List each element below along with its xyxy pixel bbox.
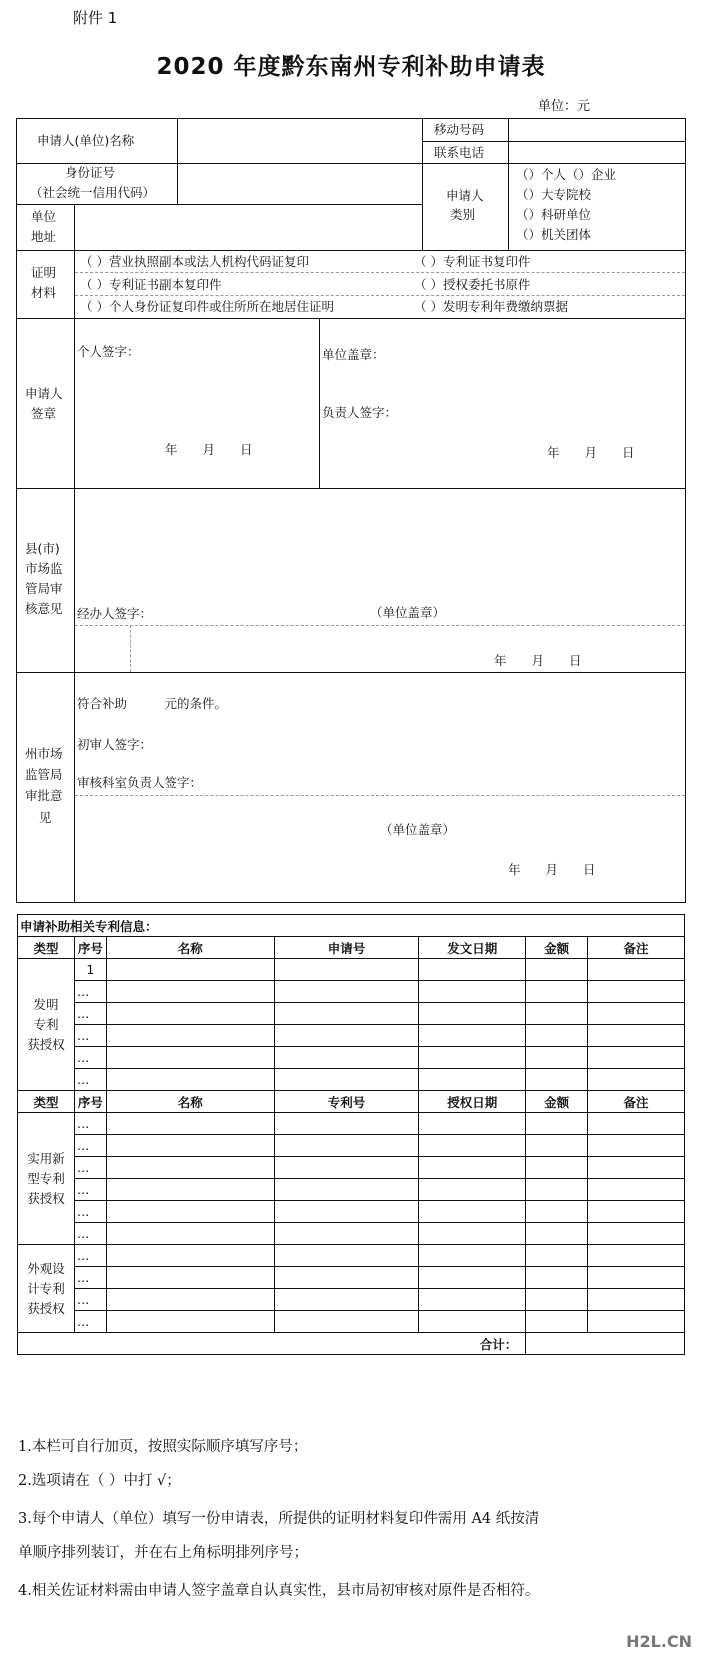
mobile-label: 移动号码 [434,122,485,137]
seq-cell: … [74,1267,106,1289]
utility-label-line: 实用新 [27,1150,65,1166]
date-cell[interactable] [419,1223,526,1245]
remark-cell[interactable] [588,1223,685,1245]
date-cell[interactable] [419,1047,526,1069]
applicant-type-label-2: 类别 [450,207,476,222]
table-row [18,1311,685,1333]
type-option-research[interactable]: （）科研单位 [516,207,592,222]
amount-cell[interactable] [526,1003,588,1025]
name-cell[interactable] [106,1179,274,1201]
table-row [18,1267,685,1289]
date-cell[interactable] [419,1069,526,1091]
name-cell[interactable] [106,981,274,1003]
number-cell[interactable] [274,1311,419,1333]
number-cell[interactable] [274,1267,419,1289]
col-amount: 金额 [526,937,588,959]
table-row [18,1223,685,1245]
prefecture-date: 年 月 日 [508,862,596,877]
col-grant-date: 授权日期 [419,1091,526,1113]
county-label-3: 管局审 [25,581,63,596]
seq-cell: … [74,1135,106,1157]
utility-label-line: 型专利 [27,1170,65,1186]
seq-cell: 1 [74,959,106,981]
remark-cell[interactable] [588,1135,685,1157]
remark-cell[interactable] [588,1069,685,1091]
note-3: 3.每个申请人（单位）填写一份申请表，所提供的证明材料复印件需用 A4 纸按清 [18,1511,540,1527]
note-2: 2.选项请在（ ）中打 √； [18,1473,181,1489]
number-cell[interactable] [274,1289,419,1311]
material-patent-cert[interactable]: （ ）专利证书复印件 [414,254,531,269]
amount-cell[interactable] [526,959,588,981]
number-cell[interactable] [274,1135,419,1157]
personal-signature[interactable]: 个人签字： [77,344,140,359]
number-cell[interactable] [274,1157,419,1179]
granted-header-row [18,1091,685,1113]
county-label-4: 核意见 [25,601,63,616]
seq-cell: … [74,1157,106,1179]
seq-cell: … [74,1201,106,1223]
number-cell[interactable] [274,1025,419,1047]
prefecture-label-4: 见 [39,810,52,825]
date-cell[interactable] [419,1003,526,1025]
name-cell[interactable] [106,1157,274,1179]
name-cell[interactable] [106,1223,274,1245]
number-cell[interactable] [274,959,419,981]
unit-sign-date: 年 月 日 [547,445,635,460]
name-cell[interactable] [106,1245,274,1267]
col-type: 类型 [18,1091,75,1113]
invention-header-row [18,937,685,959]
phone-label: 联系电话 [434,145,485,160]
attachment-label: 附件 1 [73,9,118,27]
name-cell[interactable] [106,1025,274,1047]
date-cell[interactable] [419,1245,526,1267]
unit-seal[interactable]: 单位盖章： [322,347,385,362]
signature-label-2: 签章 [31,406,57,421]
table-row [18,1289,685,1311]
dept-head-signature[interactable]: 审核科室负责人签字： [77,775,203,790]
patent-info-header: 申请补助相关专利信息： [18,915,685,937]
date-cell[interactable] [419,1267,526,1289]
date-cell[interactable] [419,981,526,1003]
name-cell[interactable] [106,1201,274,1223]
number-cell[interactable] [274,1223,419,1245]
applicant-name-field[interactable] [178,119,421,163]
amount-cell[interactable] [526,1311,588,1333]
name-cell[interactable] [106,1069,274,1091]
col-type: 类型 [18,937,75,959]
first-review-signature[interactable]: 初审人签字： [77,737,153,752]
design-label-line: 获授权 [27,1300,65,1316]
amount-cell[interactable] [526,1201,588,1223]
prefecture-label-3: 审批意 [25,788,63,803]
col-seq: 序号 [74,1091,106,1113]
remark-cell[interactable] [588,1003,685,1025]
invention-label-line: 专利 [33,1016,59,1032]
col-name: 名称 [106,1091,274,1113]
col-remark: 备注 [588,937,685,959]
total-row [18,1333,685,1355]
leader-signature[interactable]: 负责人签字： [322,405,398,420]
table-row [18,1135,685,1157]
col-name: 名称 [106,937,274,959]
material-authorization[interactable]: （ ）授权委托书原件 [414,277,531,292]
name-cell[interactable] [106,1047,274,1069]
note-1: 1.本栏可自行加页，按照实际顺序填写序号； [18,1439,308,1455]
prefecture-label-2: 监管局 [25,767,63,782]
table-row [18,1201,685,1223]
number-cell[interactable] [274,1245,419,1267]
table-row [18,1003,685,1025]
note-3-cont: 单顺序排列装订，并在右上角标明排列序号； [18,1545,308,1561]
invention-type-label [18,959,75,1091]
amount-cell[interactable] [526,1047,588,1069]
id-label-sub: （社会统一信用代码） [30,185,156,200]
table-row [18,1245,685,1267]
mobile-field[interactable] [509,119,685,141]
col-issue-date: 发文日期 [419,937,526,959]
seq-cell: … [74,1047,106,1069]
remark-cell[interactable] [588,1047,685,1069]
unit-label: 单位：元 [538,99,591,114]
table-row [18,959,685,981]
applicant-name-label: 申请人(单位)名称 [37,133,135,148]
name-cell[interactable] [106,1267,274,1289]
design-label-line: 计专利 [27,1280,65,1296]
remark-cell[interactable] [588,1025,685,1047]
remark-cell[interactable] [588,1201,685,1223]
seq-cell: … [74,1113,106,1135]
address-label: 单位 [31,209,57,224]
type-option-individual-enterprise[interactable]: （）个人（）企业 [516,167,617,182]
name-cell[interactable] [106,1135,274,1157]
page-title: 2020 年度黔东南州专利补助申请表 [156,54,546,80]
subsidy-condition[interactable]: 符合补助 元的条件。 [77,696,228,711]
amount-cell[interactable] [526,1135,588,1157]
name-cell[interactable] [106,1003,274,1025]
date-cell[interactable] [419,1157,526,1179]
invention-label-line: 发明 [33,996,59,1012]
table-row [18,1025,685,1047]
seq-cell: … [74,1311,106,1333]
total-label: 合计： [18,1333,526,1355]
col-application-no: 申请号 [274,937,419,959]
number-cell[interactable] [274,981,419,1003]
date-cell[interactable] [419,1201,526,1223]
material-patent-copy[interactable]: （ ）专利证书副本复印件 [80,277,222,292]
amount-cell[interactable] [526,981,588,1003]
patent-info-table [17,914,685,1355]
amount-cell[interactable] [526,1025,588,1047]
remark-cell[interactable] [588,1267,685,1289]
remark-cell[interactable] [588,1311,685,1333]
utility-type-label [18,1113,75,1245]
remark-cell[interactable] [588,1245,685,1267]
type-option-college[interactable]: （）大专院校 [516,187,592,202]
table-row [18,1069,685,1091]
name-cell[interactable] [106,1113,274,1135]
amount-cell[interactable] [526,1267,588,1289]
seq-cell: … [74,1223,106,1245]
phone-field[interactable] [509,142,685,163]
seq-cell: … [74,1245,106,1267]
material-id-copy[interactable]: （ ）个人身份证复印件或住所所在地居住证明 [80,299,334,314]
seq-cell: … [74,1025,106,1047]
date-cell[interactable] [419,1025,526,1047]
invention-label-line: 获授权 [27,1036,65,1052]
amount-cell[interactable] [526,1179,588,1201]
design-label-line: 外观设 [27,1260,65,1276]
col-seq: 序号 [74,937,106,959]
seq-cell: … [74,1069,106,1091]
utility-label-line: 获授权 [27,1190,65,1206]
col-patent-no: 专利号 [274,1091,419,1113]
remark-cell[interactable] [588,959,685,981]
note-4: 4.相关佐证材料需由申请人签字盖章自认真实性，县市局初审核对原件是否相符。 [18,1583,540,1599]
county-date: 年 月 日 [494,653,582,668]
date-cell[interactable] [419,1289,526,1311]
seq-cell: … [74,981,106,1003]
address-field[interactable] [75,205,421,250]
remark-cell[interactable] [588,1179,685,1201]
id-label: 身份证号 [65,165,116,180]
address-label-2: 地址 [31,229,57,244]
remark-cell[interactable] [588,1113,685,1135]
amount-cell[interactable] [526,1289,588,1311]
personal-sign-date: 年 月 日 [165,442,253,457]
number-cell[interactable] [274,1179,419,1201]
number-cell[interactable] [274,1069,419,1091]
applicant-type-label: 申请人 [446,188,484,203]
amount-cell[interactable] [526,1245,588,1267]
date-cell[interactable] [419,1179,526,1201]
table-row [18,1047,685,1069]
watermark-logo: H2L.CN [626,1632,692,1651]
table-row [18,1179,685,1201]
remark-cell[interactable] [588,1289,685,1311]
materials-label-2: 材料 [31,285,57,300]
name-cell[interactable] [106,959,274,981]
col-amount: 金额 [526,1091,588,1113]
table-row [18,981,685,1003]
seq-cell: … [74,1003,106,1025]
total-amount-cell[interactable] [526,1333,685,1355]
prefecture-label-1: 州市场 [25,746,63,761]
amount-cell[interactable] [526,1069,588,1091]
remark-cell[interactable] [588,1157,685,1179]
table-row [18,1113,685,1135]
col-remark: 备注 [588,1091,685,1113]
amount-cell[interactable] [526,1113,588,1135]
name-cell[interactable] [106,1311,274,1333]
county-label-1: 县(市) [25,541,60,556]
handler-signature[interactable]: 经办人签字： [77,606,153,621]
date-cell[interactable] [419,959,526,981]
prefecture-unit-seal: （单位盖章） [380,822,456,837]
number-cell[interactable] [274,1003,419,1025]
amount-cell[interactable] [526,1223,588,1245]
amount-cell[interactable] [526,1157,588,1179]
design-type-label [18,1245,75,1333]
seq-cell: … [74,1179,106,1201]
remark-cell[interactable] [588,981,685,1003]
county-unit-seal: （单位盖章） [370,605,446,620]
table-row [18,1157,685,1179]
number-cell[interactable] [274,1047,419,1069]
seq-cell: … [74,1289,106,1311]
signature-label: 申请人 [25,386,63,401]
material-business-license[interactable]: （ ）营业执照副本或法人机构代码证复印 [80,254,309,269]
date-cell[interactable] [419,1113,526,1135]
date-cell[interactable] [419,1311,526,1333]
name-cell[interactable] [106,1289,274,1311]
id-field[interactable] [178,164,421,204]
type-option-agency[interactable]: （）机关团体 [516,227,592,242]
materials-label: 证明 [31,265,57,280]
number-cell[interactable] [274,1201,419,1223]
date-cell[interactable] [419,1135,526,1157]
number-cell[interactable] [274,1113,419,1135]
material-annual-fee[interactable]: （ ）发明专利年费缴纳票据 [414,299,568,314]
county-label-2: 市场监 [25,561,63,576]
